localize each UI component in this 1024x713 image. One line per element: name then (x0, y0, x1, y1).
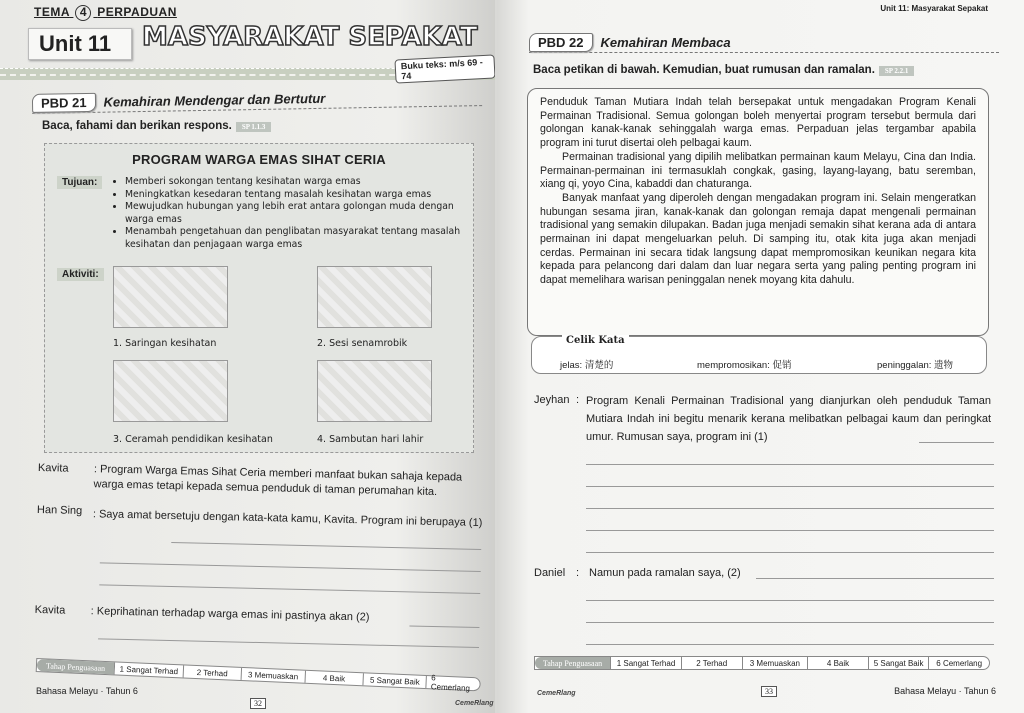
objectives-label: Tujuan: (57, 176, 102, 189)
unit-title: MASYARAKAT SEPAKAT (142, 22, 478, 52)
answer-line[interactable] (756, 578, 994, 579)
dialogue-text: Namun pada ramalan saya, (2) (589, 567, 741, 579)
activity-caption: 4. Sambutan hari lahir (317, 434, 424, 445)
objectives-list (113, 176, 473, 251)
mastery-level: 2 Terhad (183, 665, 242, 680)
page-number: 33 (761, 686, 777, 697)
dialogue-text: Program Kenali Permainan Tradisional yang dianjurkan oleh penduduk Taman Mutiara Indah ini begitu menarik kerana melibatkan pelbagai kaum dan peringkat umur. Rumusan saya, program ini (1) (586, 395, 991, 443)
mastery-level: 6 Cemerlang (936, 658, 983, 668)
mastery-level: 3 Memuaskan (242, 668, 306, 683)
activity-caption: 3. Ceramah pendidikan kesihatan (113, 434, 273, 445)
answer-line[interactable] (919, 442, 994, 443)
answer-line[interactable] (171, 542, 481, 550)
activity-illustration-health-talk (113, 360, 228, 422)
answer-line[interactable] (586, 464, 994, 465)
dialogue-text: Saya amat bersetuju dengan kata-kata kamu, Kavita. Program ini berupaya (1) (98, 508, 483, 530)
activity-illustration-aerobics (317, 266, 432, 328)
answer-line[interactable] (586, 644, 994, 645)
activity-illustration-health-screening (113, 266, 228, 328)
footer-text: Bahasa Melayu · Tahun 6 (894, 686, 996, 696)
mastery-level: 1 Sangat Terhad (115, 662, 184, 677)
mastery-label: Tahap Penguasaan (37, 659, 116, 674)
vocabulary-word: peninggalan: 遗物 (877, 360, 954, 371)
publisher-logo: CemeRlang (537, 690, 576, 697)
pbd-tag: PBD 21 (32, 93, 96, 113)
passage-paragraph: Banyak manfaat yang diperoleh dengan mengadakan program ini. Selain mengeratkan hubungan sesama jiran, kanak-kanak dan golongan remaja dapat mengenali permainan tradisional yang semakin dilupakan. Badan juga menjadi semakin sihat kerana ada di antara permainan ini dapat mengeluarkan peluh. Di samping itu, otak kita juga akan menjadi cerdas. Permainan ini secara tidak langsung dapat mempromosikan keunikan negara kita kepada para pelancong dari dalam dan luar negara serta yang paling penting program ini dapat memelihara warisan peninggalan nenek moyang kita dahulu. (540, 191, 976, 287)
pbd-title: Kemahiran Mendengar dan Bertutur (103, 90, 326, 110)
mastery-level: 5 Sangat Baik (363, 673, 427, 688)
mastery-scale (534, 656, 990, 670)
objective-item: • Memberi sokongan tentang kesihatan warga emas (125, 176, 473, 189)
mastery-level: 3 Memuaskan (743, 657, 809, 669)
activity-caption: 2. Sesi senamrobik (317, 338, 408, 349)
objective-item: • Menambah pengetahuan dan penglibatan masyarakat tentang masalah kesihatan dan penjagaan warga emas (125, 226, 473, 251)
answer-line[interactable] (100, 562, 481, 572)
poster (44, 143, 474, 453)
instruction-text: Baca petikan di bawah. Kemudian, buat rumusan dan ramalan. (533, 64, 875, 76)
colon: : (576, 567, 580, 579)
mastery-level: 1 Sangat Terhad (611, 657, 682, 669)
activities-label: Aktiviti: (57, 268, 104, 281)
theme-number: 4 (75, 5, 91, 21)
speaker-name: Kavita (34, 603, 66, 617)
pbd-heading (529, 33, 999, 53)
poster-title: PROGRAM WARGA EMAS SIHAT CERIA (132, 152, 386, 167)
vocabulary-word: jelas: 清楚的 (560, 360, 614, 371)
publisher-logo: CemeRlang (455, 700, 494, 707)
page-number: 32 (250, 698, 266, 709)
pbd-tag: PBD 22 (529, 33, 593, 52)
speaker-name: Jeyhan (534, 394, 570, 406)
pbd-heading (32, 86, 482, 114)
vocabulary-box (531, 336, 987, 374)
speaker-name: Kavita (37, 461, 69, 475)
speaker-name: Daniel (534, 567, 566, 579)
passage-paragraph: Permainan tradisional yang dipilih melibatkan permainan kaum Melayu, Cina dan India. Permainan-permainan ini termasuklah congkak, gasing, layang-layang, batu seremban, xiang qi, yoyo Cina, kabaddi dan chaturanga. (540, 150, 976, 191)
answer-line[interactable] (586, 486, 994, 487)
answer-line[interactable] (98, 638, 479, 648)
right-page (497, 0, 1024, 713)
vocabulary-title: Celik Kata (562, 335, 629, 346)
instruction (533, 64, 914, 76)
vocabulary-word: mempromosikan: 促销 (697, 360, 792, 371)
objective-item: • Mewujudkan hubungan yang lebih erat antara golongan muda dengan warga emas (125, 201, 473, 226)
activity-illustration-birthday (317, 360, 432, 422)
answer-line[interactable] (409, 625, 479, 628)
dialogue: Kavita : Program Warga Emas Sihat Ceria memberi manfaat bukan sahaja kepada warga emas tetapi kepada semua penduduk di taman perumahan kita. Han Sing : Saya amat bersetuju dengan kata-kata kamu, Kavita. Program ini berupaya (1) Kavita : Keprihatinan terhadap warga emas ini pastinya akan (2) (34, 461, 483, 651)
passage-paragraph: Penduduk Taman Mutiara Indah telah bersepakat untuk mengadakan Program Kenali Permainan Tradisional. Semua golongan boleh menyertai program tersebut bermula dari golongan kanak-kanak sehinggalah warga emas. Perpaduan jelas tergambar apabila program ini turut disertai oleh pelbagai kaum. (540, 96, 976, 150)
running-header: Unit 11: Masyarakat Sepakat (880, 4, 988, 13)
answer-line[interactable] (586, 530, 994, 531)
dialogue-text: Keprihatinan terhadap warga emas ini pastinya akan (2) (96, 605, 370, 624)
mastery-label: Tahap Penguasaan (535, 657, 611, 669)
mastery-level: 2 Terhad (682, 657, 743, 669)
speaker-name: Han Sing (36, 503, 83, 517)
instruction-text: Baca, fahami dan berikan respons. (42, 120, 232, 132)
footer-text: Bahasa Melayu · Tahun 6 (36, 686, 138, 696)
unit-label: Unit 11 (28, 28, 132, 60)
answer-line[interactable] (586, 552, 994, 553)
mastery-level: 5 Sangat Baik (869, 657, 930, 669)
mastery-level: 6 Cemerlang (430, 673, 471, 693)
sp-code: SP 2.2.1 (879, 66, 915, 76)
dialogue-text: Program Warga Emas Sihat Ceria memberi manfaat bukan sahaja kepada warga emas tetapi kepada semua penduduk di taman perumahan kita. (93, 463, 463, 499)
sp-code: SP 1.1.3 (236, 122, 272, 132)
dialogue (534, 392, 994, 652)
objective-item: • Meningkatkan kesedaran tentang masalah kesihatan warga emas (125, 189, 473, 202)
theme-label: TEMA (34, 5, 70, 19)
theme-name: PERPADUAN (97, 5, 177, 19)
mastery-level: 4 Baik (808, 657, 869, 669)
answer-line[interactable] (586, 600, 994, 601)
left-page (0, 0, 495, 713)
textbook-reference: Buku teks: m/s 69 - 74 (394, 54, 495, 83)
instruction (42, 120, 271, 132)
answer-line[interactable] (99, 584, 480, 594)
theme-header (34, 5, 177, 21)
answer-line[interactable] (586, 622, 994, 623)
colon: : (576, 394, 580, 406)
pbd-title: Kemahiran Membaca (600, 35, 731, 50)
activity-caption: 1. Saringan kesihatan (113, 338, 217, 349)
answer-line[interactable] (586, 508, 994, 509)
mastery-level: 4 Baik (305, 671, 364, 686)
reading-passage (527, 88, 989, 336)
